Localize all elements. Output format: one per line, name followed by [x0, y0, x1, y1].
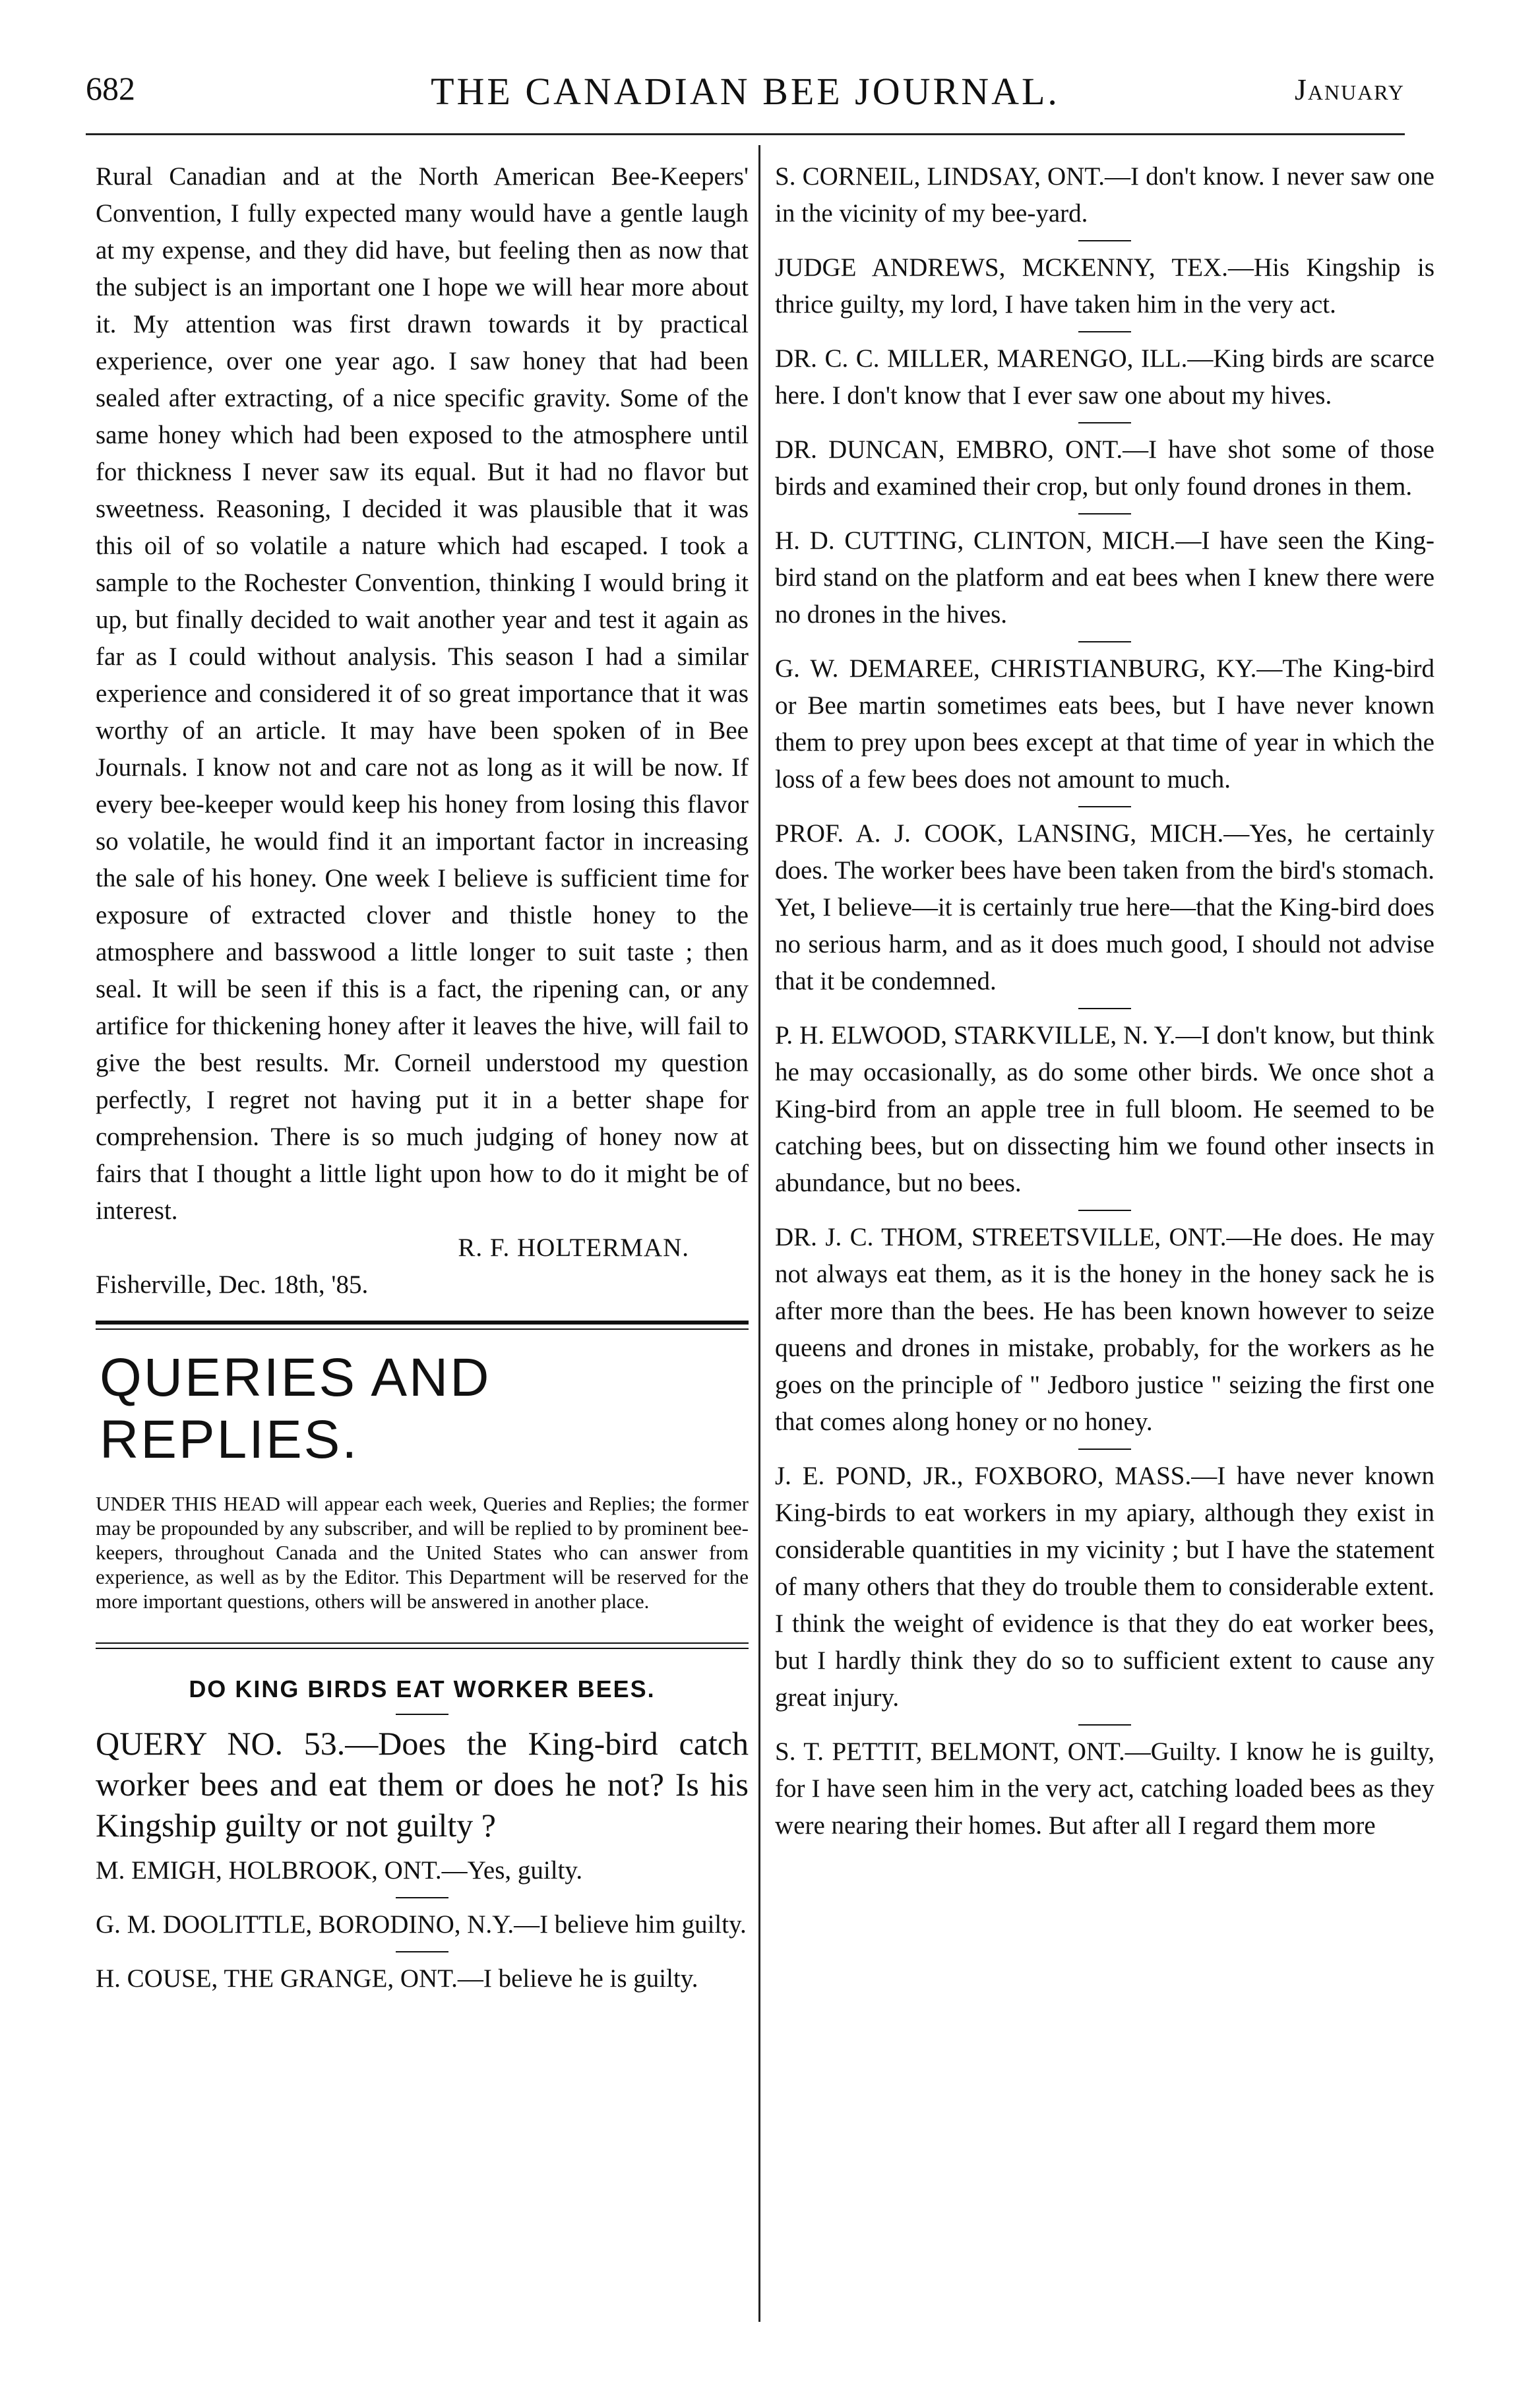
section-intro: UNDER THIS HEAD will appear each week, Queries and Replies; the former may be propounded by any subscriber, and will be replied to by prominent bee-keepers, throughout Canada and the United States who can answer from experience, as well as by the Editor. This Department will be reserved for the more important questions, others will be answered in another place. — [96, 1492, 749, 1613]
section-title: QUERIES AND REPLIES. — [100, 1348, 491, 1470]
article-paragraph: Rural Canadian and at the North American Bee-Keepers' Convention, I fully expected many would have a gentle laugh at my expense, and they did have, but feeling then as now that the subject is an important one I hope we will hear more about it. My attention was first drawn towards it by practical experience, over one year ago. I saw honey that had been sealed after extracting, of a nice specific gravity. Some of the same honey which had been exposed to the atmosphere until for thickness I never saw its equal. But it had no flavor but sweetness. Reasoning, I decided it was plausible that it was this oil of so volatile a nature which had escaped. I took a sample to the Rochester Convention, thinking I would bring it up, but finally decided to wait another year and test it again as far as I could without analysis. This season I had a similar experience and considered it of so great importance that it was worthy of an article. It may have been spoken of in Bee Journals. I know not and care not as long as it will be now. If every bee-keeper would keep his honey from losing this flavor so volatile, he would find it an important factor in increasing the sale of his honey. One week I believe is sufficient time for exposure of extracted clover and thistle honey to the atmosphere and basswood a little longer to suit taste ; then seal. It will be seen if this is a fact, the ripening can, or any artifice for thickening honey after it leaves the hive, will fail to give the best results. Mr. Corneil understood my question perfectly, I regret not having put it in a better shape for comprehension. There is so much judging of honey now at fairs that I thought a little light upon how to do it might be of interest. — [96, 162, 749, 1225]
reply: H. D. CUTTING, CLINTON, MICH.—I have seen the King-bird stand on the platform and eat bees when I knew there were no drones in the hives. — [775, 526, 1434, 629]
reply: DR. DUNCAN, EMBRO, ONT.—I have shot some of those birds and examined their crop, but only found drones in them. — [775, 435, 1434, 501]
reply: P. H. ELWOOD, STARKVILLE, N. Y.—I don't know, but think he may occasionally, as do some other birds. We once shot a King-bird from an apple tree in full bloom. He seemed to be catching bees, but on dissecting him we found other insects in abundance, but no bees. — [775, 1021, 1434, 1197]
divider — [396, 1714, 448, 1715]
reply: DR. J. C. THOM, STREETSVILLE, ONT.—He does. He may not always eat them, as it is the honey in the honey sack he is after more than the bees. He has been known however to seize queens and drones in mistake, probably, for the workers as he goes on the principle of " Jedboro justice " seizing the first one that comes along honey or no honey. — [775, 1223, 1434, 1436]
right-column — [775, 158, 1434, 1844]
divider — [1078, 1724, 1131, 1726]
reply: JUDGE ANDREWS, MCKENNY, TEX.—His Kingship is thrice guilty, my lord, I have taken him in the very act. — [775, 253, 1434, 319]
divider — [1078, 806, 1131, 807]
reply: PROF. A. J. COOK, LANSING, MICH.—Yes, he certainly does. The worker bees have been taken from the bird's stomach. Yet, I believe—it is certainly true here—that the King-bird does no serious harm, and as it does much good, I should not advise that it be condemned. — [775, 819, 1434, 995]
place-date: Fisherville, Dec. 18th, '85. — [96, 1270, 369, 1299]
journal-title: THE CANADIAN BEE JOURNAL. — [431, 70, 1060, 113]
reply: G. W. DEMAREE, CHRISTIANBURG, KY.—The King-bird or Bee martin sometimes eats bees, but I have never known them to prey upon bees except at that time of year in which the loss of a few bees does not amount to much. — [775, 654, 1434, 794]
reply: G. M. DOOLITTLE, BORODINO, N.Y.—I believe him guilty. — [96, 1910, 747, 1939]
page-number: 682 — [86, 70, 135, 107]
divider — [1078, 641, 1131, 642]
divider — [1078, 1210, 1131, 1211]
left-column — [96, 158, 749, 1997]
divider — [1078, 422, 1131, 423]
page-header — [86, 63, 1405, 122]
reply: DR. C. C. MILLER, MARENGO, ILL.—King birds are scarce here. I don't know that I ever saw one about my hives. — [775, 344, 1434, 410]
reply: J. E. POND, JR., FOXBORO, MASS.—I have never known King-birds to eat workers in my apiary, although they exist in considerable quantities in my vicinity ; but I have the statement of many others that they do trouble them to considerable extent. I think the weight of evidence is that they do eat worker bees, but I hardly think they do so to sufficient extent to cause any great injury. — [775, 1462, 1434, 1712]
header-rule — [86, 133, 1405, 135]
issue-month: January — [1294, 73, 1405, 106]
query-text: QUERY NO. 53.—Does the King-bird catch worker bees and eat them or does he not? Is his Kingship guilty or not guilty ? — [96, 1725, 749, 1844]
section-rule-thick — [96, 1321, 749, 1325]
divider — [396, 1897, 448, 1898]
divider — [1078, 1449, 1131, 1450]
reply: M. EMIGH, HOLBROOK, ONT.—Yes, guilty. — [96, 1856, 583, 1885]
divider — [1078, 1008, 1131, 1009]
column-separator — [758, 145, 760, 2322]
divider — [1078, 513, 1131, 514]
divider — [396, 1951, 448, 1952]
author-signature: R. F. HOLTERMAN. — [458, 1233, 689, 1262]
divider — [1078, 240, 1131, 241]
query-heading: DO KING BIRDS EAT WORKER BEES. — [189, 1675, 656, 1702]
reply: S. CORNEIL, LINDSAY, ONT.—I don't know. I never saw one in the vicinity of my bee-yard. — [775, 162, 1434, 228]
reply: H. COUSE, THE GRANGE, ONT.—I believe he is guilty. — [96, 1964, 698, 1993]
divider — [1078, 331, 1131, 332]
double-rule — [96, 1642, 749, 1649]
reply: S. T. PETTIT, BELMONT, ONT.—Guilty. I know he is guilty, for I have seen him in the very act, catching loaded bees as they were nearing their homes. But after all I regard them more — [775, 1737, 1434, 1840]
section-rule-thin — [96, 1328, 749, 1330]
